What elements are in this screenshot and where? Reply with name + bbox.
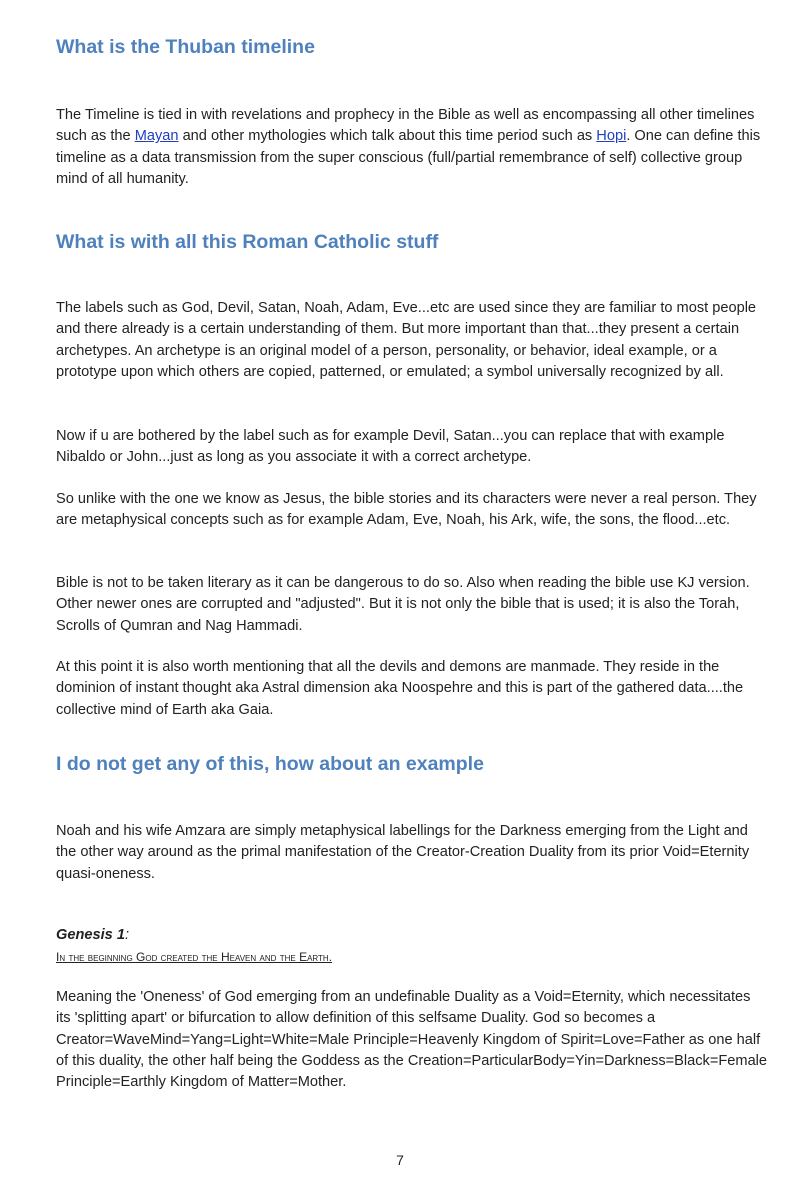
hopi-link[interactable]: Hopi bbox=[596, 128, 627, 145]
devils-demons-paragraph: At this point it is also worth mentioning that all the devils and demons are manmade. They reside in the dominion of instant thought aka Astral dimension aka Noospehre and this is part of the gathered data....the collective mind of Earth aka Gaia. bbox=[56, 659, 744, 718]
genesis-verse: In the beginning God created the Heaven and the Earth. bbox=[56, 950, 333, 964]
thuban-timeline-paragraph bbox=[56, 105, 768, 190]
genesis-colon: : bbox=[124, 927, 130, 943]
section-heading-example: I do not get any of this, how about an example bbox=[56, 753, 484, 775]
section-heading-thuban-timeline: What is the Thuban timeline bbox=[56, 36, 315, 58]
paragraph-text: . One can define this timeline as a data transmission from the super conscious (full/partial remembrance of self) collective group mind of all humanity. bbox=[56, 128, 761, 187]
genesis-meaning-paragraph: Meaning the 'Oneness' of God emerging from an undefinable Duality as a Void=Eternity, which necessitates its 'splitting apart' or bifurcation to allow definition of this selfsame Duality. God so becomes a Creator=WaveMind=Yang=Light=White=Male Principle=Heavenly Kingdom of Spirit=Love=Father as one half of this duality, the other half being the Goddess as the Creation=ParticularBody=Yin=Darkness=Black=Female Principle=Earthly Kingdom of Matter=Mother. bbox=[56, 989, 768, 1091]
bible-versions-paragraph: Bible is not to be taken literary as it can be dangerous to do so. Also when reading the bible use KJ version. Other newer ones are corrupted and "adjusted". But it is not only the bible that is used; it is also the Torah, Scrolls of Qumran and Nag Hammadi. bbox=[56, 575, 750, 634]
genesis-label bbox=[56, 927, 129, 943]
genesis-label-text: Genesis 1 bbox=[56, 927, 125, 943]
labels-paragraph: Now if u are bothered by the label such as for example Devil, Satan...you can replace that with example Nibaldo or John...just as long as you associate it with a correct archetype. bbox=[56, 428, 725, 466]
paragraph-text: and other mythologies which talk about this time period such as bbox=[178, 128, 597, 145]
mayan-link[interactable]: Mayan bbox=[134, 128, 179, 145]
metaphysical-concepts-paragraph: So unlike with the one we know as Jesus, the bible stories and its characters were never a real person. They are metaphysical concepts such as for example Adam, Eve, Noah, his Ark, wife, the sons, the flood...etc. bbox=[56, 491, 757, 529]
section-heading-roman-catholic: What is with all this Roman Catholic stuff bbox=[56, 231, 439, 253]
noah-amzara-paragraph: Noah and his wife Amzara are simply metaphysical labellings for the Darkness emerging from the Light and the other way around as the primal manifestation of the Creator-Creation Duality from its prior Void=Eternity quasi-oneness. bbox=[56, 823, 750, 882]
archetypes-paragraph: The labels such as God, Devil, Satan, Noah, Adam, Eve...etc are used since they are familiar to most people and there already is a certain understanding of them. But more important than that...they present a certain archetypes. An archetype is an original model of a person, personality, or behavior, ideal example, or a prototype upon which others are copied, patterned, or emulated; a symbol universally recognized by all. bbox=[56, 300, 757, 380]
paragraph-text: The Timeline is tied in with revelations and prophecy in the Bible as well as encompassing all other timelines such as the bbox=[56, 107, 755, 145]
page-number: 7 bbox=[396, 1152, 404, 1168]
